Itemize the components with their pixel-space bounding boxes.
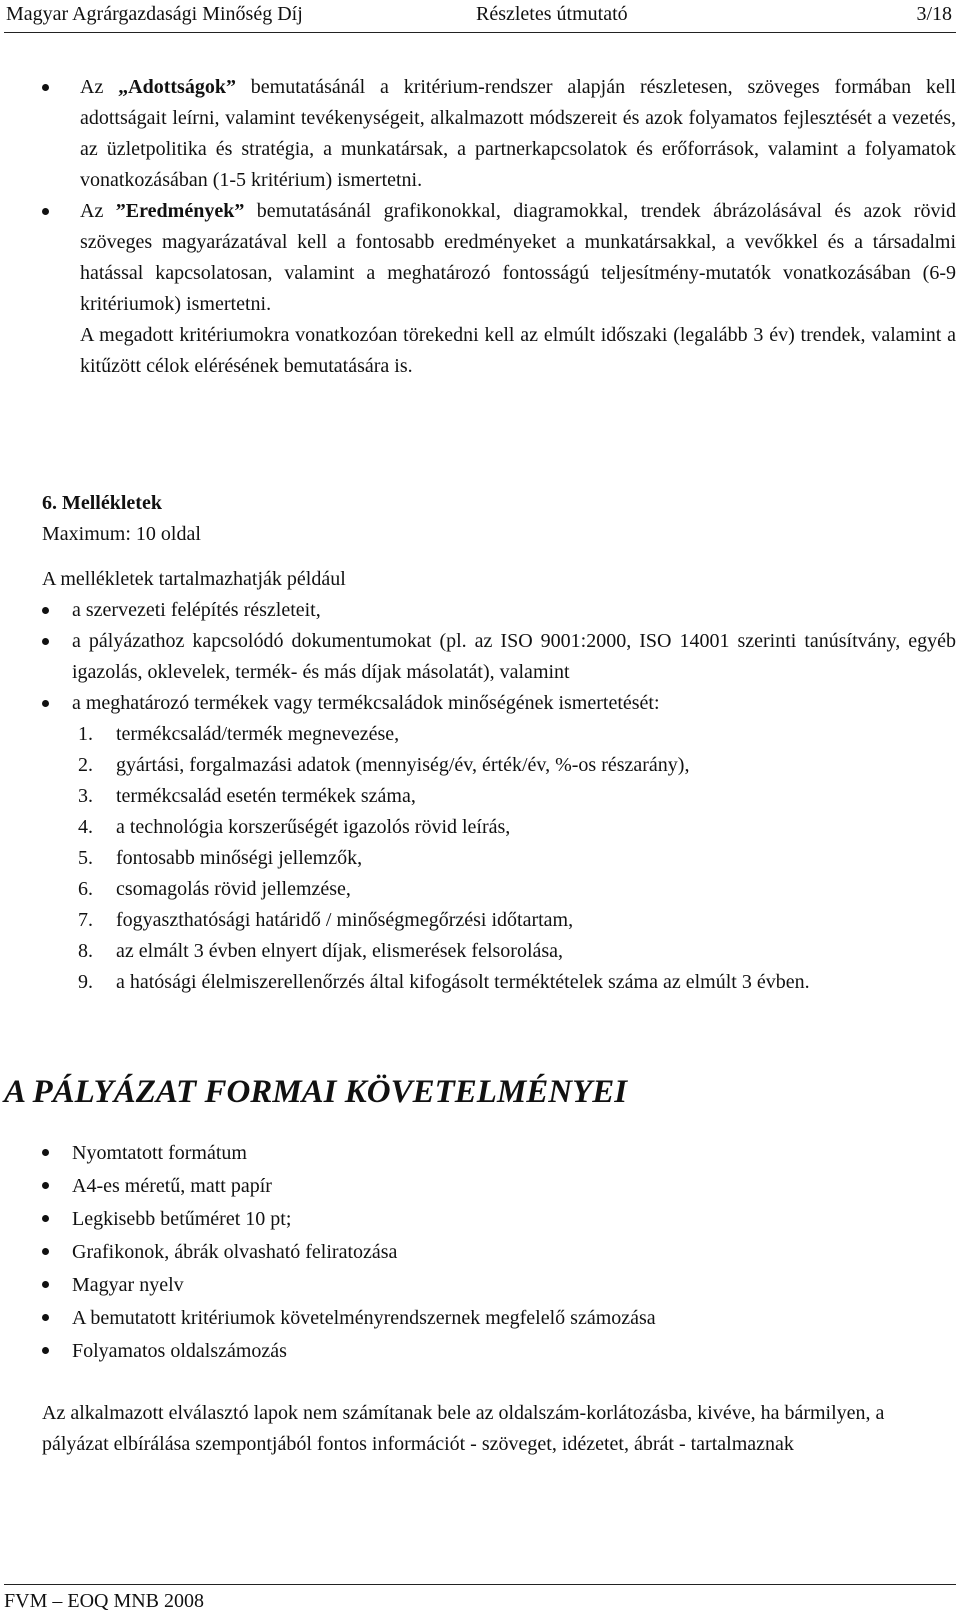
section-6-limit: Maximum: 10 oldal (42, 523, 201, 545)
bullet-eredmenyek: Az ”Eredmények” bemutatásánál grafikonokkal, diagramokkal, trendek ábrázolásával és azok rövid szöveges magyarázatával kell a fontosabb eredményeket a munkatársakkal, a vevőkkel és a társadalmi hatással kapcsolatosan, valamint a meghatározó fontosságú teljesítmény-mutatók vonatkozásában (6-9 kritériumok) ismertetni. (0, 196, 960, 320)
bullet-adottsagok: Az „Adottságok” bemutatásánál a kritérium-rendszer alapján részletesen, szöveges formában kell adottságait leírni, valamint tevékenységeit, alkalmazott módszereit és azok folyamatos fejlesztését a vezetés, az üzletpolitika és stratégia, a munkatársak, a partnerkapcsolatok és erőforrások, valamint a folyamatok vonatkozásában (1-5 kritérium) ismertetni. (0, 72, 960, 196)
requirement-item: Nyomtatott formátum (0, 1137, 960, 1170)
section-6-intro: A mellékletek tartalmazhatják például (42, 568, 346, 590)
intro-bullet-list (0, 72, 960, 382)
list-item: 2. gyártási, forgalmazási adatok (mennyiség/év, érték/év, %-os részarány), (78, 754, 690, 776)
list-item: 8. az elmált 3 évben elnyert díjak, elismerések felsorolása, (78, 940, 564, 962)
page-footer: FVM – EOQ MNB 2008 (4, 1584, 956, 1615)
requirement-item: Magyar nyelv (0, 1269, 960, 1302)
page-number: 3/18 (916, 3, 952, 25)
list-item: 5. fontosabb minőségi jellemzők, (78, 847, 363, 869)
formal-requirements-list (0, 1137, 960, 1368)
requirement-item: Folyamatos oldalszámozás (0, 1335, 960, 1368)
term-eredmenyek: ”Eredmények” (115, 200, 245, 222)
header-subtitle: Részletes útmutató (476, 3, 628, 25)
attachment-bullet: a szervezeti felépítés részleteit, (0, 595, 960, 626)
list-item: 3. termékcsalád esetén termékek száma, (78, 785, 416, 807)
eredmenyek-continuation: A megadott kritériumokra vonatkozóan törekedni kell az elmúlt időszaki (legalább 3 év) trendek, valamint a kitűzött célok elérésének bemutatására is. (80, 324, 956, 377)
list-item: 1. termékcsalád/termék megnevezése, (78, 723, 400, 745)
requirement-item: Grafikonok, ábrák olvasható feliratozása (0, 1236, 960, 1269)
attachment-bullet: a meghatározó termékek vagy termékcsaládok minőségének ismertetését: (0, 688, 960, 719)
attachment-bullet: a pályázathoz kapcsolódó dokumentumokat (pl. az ISO 9001:2000, ISO 14001 szerinti tanúsítvány, egyéb igazolás, oklevelek, termék- és más díjak másolatát), valamint (0, 626, 960, 688)
requirement-item: A bemutatott kritériumok követelményrendszernek megfelelő számozása (0, 1302, 960, 1335)
list-item: 7. fogyaszthatósági határidő / minőségmegőrzési időtartam, (78, 909, 574, 931)
closing-note: Az alkalmazott elválasztó lapok nem számítanak bele az oldalszám-korlátozásba, kivéve, ha bármilyen, a pályázat elbírálása szempontjából fontos információt - szöveget, idézetet, ábrát - tartalmaznak (42, 1402, 885, 1455)
section-6-heading: 6. Mellékletek (42, 492, 162, 514)
header-title: Magyar Agrárgazdasági Minőség Díj (6, 3, 303, 25)
requirement-item: Legkisebb betűméret 10 pt; (0, 1203, 960, 1236)
section-6 (0, 488, 960, 998)
list-item: 9. a hatósági élelmiszerellenőrzés által kifogásolt terméktételek száma az elmúlt 3 évben. (78, 971, 810, 993)
list-item: 4. a technológia korszerűségét igazolós rövid leírás, (78, 816, 511, 838)
list-item: 6. csomagolás rövid jellemzése, (78, 878, 351, 900)
running-header (4, 0, 956, 33)
product-info-list (0, 719, 960, 998)
formal-requirements-heading: A PÁLYÁZAT FORMAI KÖVETELMÉNYEI (4, 1074, 628, 1110)
term-adottsagok: „Adottságok” (118, 76, 236, 98)
requirement-item: A4-es méretű, matt papír (0, 1170, 960, 1203)
